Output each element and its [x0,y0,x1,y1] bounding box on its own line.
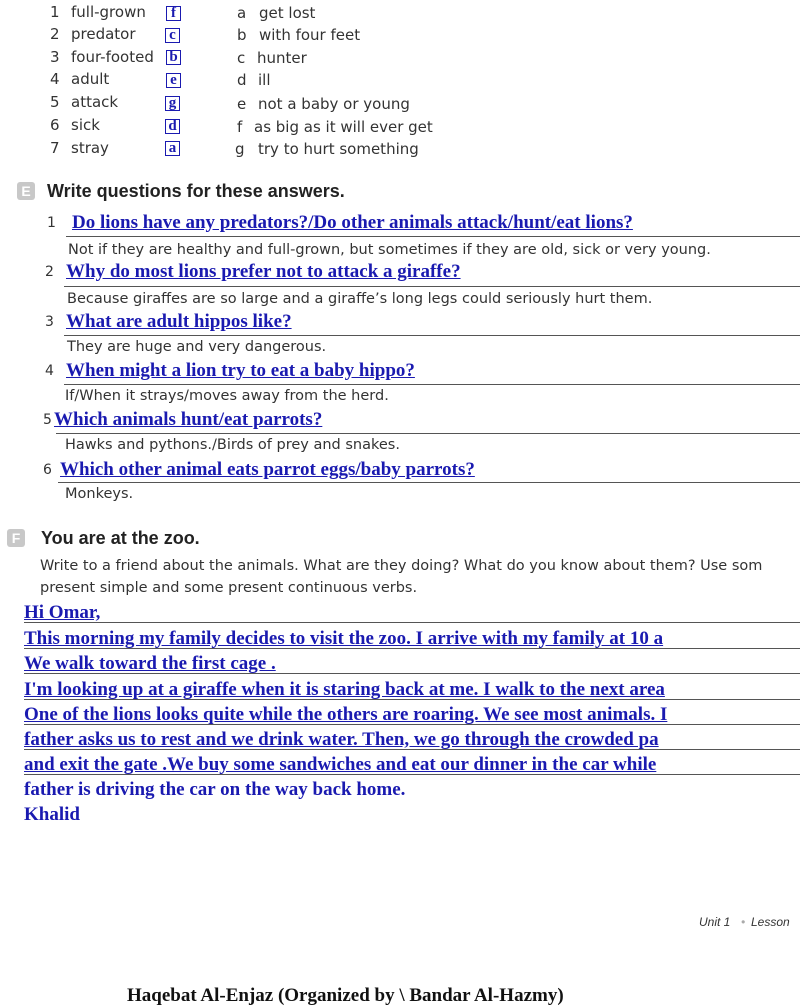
definition-text: not a baby or young [258,95,410,113]
letter-line[interactable]: father asks us to rest and we drink water. Then, we go through the crowded pa [24,729,659,750]
match-item-number: 2 [50,25,60,43]
match-item-number: 4 [50,70,60,88]
definition-letter: g [235,140,245,158]
match-answer-box[interactable]: b [166,50,181,65]
answer-line [66,236,800,237]
match-item-number: 7 [50,139,60,157]
answer-line [56,433,800,434]
letter-greeting[interactable]: Hi Omar, [24,602,101,623]
letter-signature[interactable]: Khalid [24,804,80,825]
question-number: 5 [43,412,52,428]
question-number: 2 [45,264,54,280]
letter-line[interactable]: We walk toward the first cage . [24,653,276,674]
letter-line[interactable]: One of the lions looks quite while the others are roaring. We see most animals. I [24,704,668,725]
answer-line [64,384,800,385]
match-item-word: sick [71,116,100,134]
match-item-word: full-grown [71,3,146,21]
given-answer: Because giraffes are so large and a giraffe’s long legs could seriously hurt them. [67,291,653,307]
given-answer: Hawks and pythons./Birds of prey and snakes. [65,437,400,453]
given-answer: Not if they are healthy and full-grown, but sometimes if they are old, sick or very young. [68,242,711,258]
footer-separator: • [741,915,746,929]
handwritten-question[interactable]: Do lions have any predators?/Do other animals attack/hunt/eat lions? [72,212,633,233]
definition-letter: e [237,95,247,113]
definition-text: hunter [257,49,307,67]
match-answer-box[interactable]: d [165,119,180,134]
given-answer: They are huge and very dangerous. [67,339,327,355]
definition-text: try to hurt something [258,140,419,158]
match-item-number: 6 [50,116,60,134]
match-item-number: 1 [50,3,60,21]
question-number: 1 [47,215,56,231]
answer-line [64,286,800,287]
match-item-number: 5 [50,93,60,111]
match-answer-box[interactable]: c [165,28,180,43]
answer-line [64,335,800,336]
section-badge-f: F [7,529,25,547]
match-item-word: attack [71,93,119,111]
definition-letter: a [237,4,247,22]
handwritten-question[interactable]: Why do most lions prefer not to attack a giraffe? [66,261,461,282]
section-f-title: You are at the zoo. [41,528,200,548]
answer-line [58,482,800,483]
section-f-instruction: Write to a friend about the animals. What are they doing? What do you know about them? Use som [40,558,763,574]
match-answer-box[interactable]: f [166,6,181,21]
section-e-title: Write questions for these answers. [47,181,345,201]
letter-line[interactable]: I'm looking up at a giraffe when it is staring back at me. I walk to the next area [24,679,665,700]
handwritten-question[interactable]: Which animals hunt/eat parrots? [54,409,323,430]
handwritten-question[interactable]: Which other animal eats parrot eggs/baby parrots? [60,459,475,480]
match-answer-box[interactable]: a [165,141,180,156]
match-item-word: stray [71,139,109,157]
definition-text: get lost [259,4,316,22]
handwritten-question[interactable]: What are adult hippos like? [66,311,292,332]
match-item-word: adult [71,70,110,88]
organizer-credit: Haqebat Al-Enjaz (Organized by \ Bandar Al-Hazmy) [127,985,564,1006]
definition-letter: d [237,71,247,89]
match-answer-box[interactable]: g [165,96,180,111]
letter-line[interactable]: This morning my family decides to visit the zoo. I arrive with my family at 10 a [24,628,664,649]
given-answer: If/When it strays/moves away from the herd. [65,388,389,404]
match-item-word: predator [71,25,136,43]
match-item-word: four-footed [71,48,154,66]
definition-letter: f [237,118,243,136]
letter-line[interactable]: and exit the gate .We buy some sandwiches and eat our dinner in the car while [24,754,657,775]
section-badge-e: E [17,182,35,200]
letter-line[interactable]: father is driving the car on the way back home. [24,779,406,800]
question-number: 4 [45,363,54,379]
question-number: 3 [45,314,54,330]
match-item-number: 3 [50,48,60,66]
definition-letter: c [237,49,246,67]
definition-text: ill [258,71,271,89]
match-answer-box[interactable]: e [166,73,181,88]
handwritten-question[interactable]: When might a lion try to eat a baby hippo? [66,360,415,381]
footer-lesson: Lesson [751,915,790,929]
definition-text: with four feet [259,26,361,44]
definition-letter: b [237,26,247,44]
writing-line [24,622,800,623]
question-number: 6 [43,462,52,478]
footer-unit: Unit 1 [699,915,731,929]
definition-text: as big as it will ever get [254,118,433,136]
section-f-instruction: present simple and some present continuous verbs. [40,580,418,596]
given-answer: Monkeys. [65,486,134,502]
